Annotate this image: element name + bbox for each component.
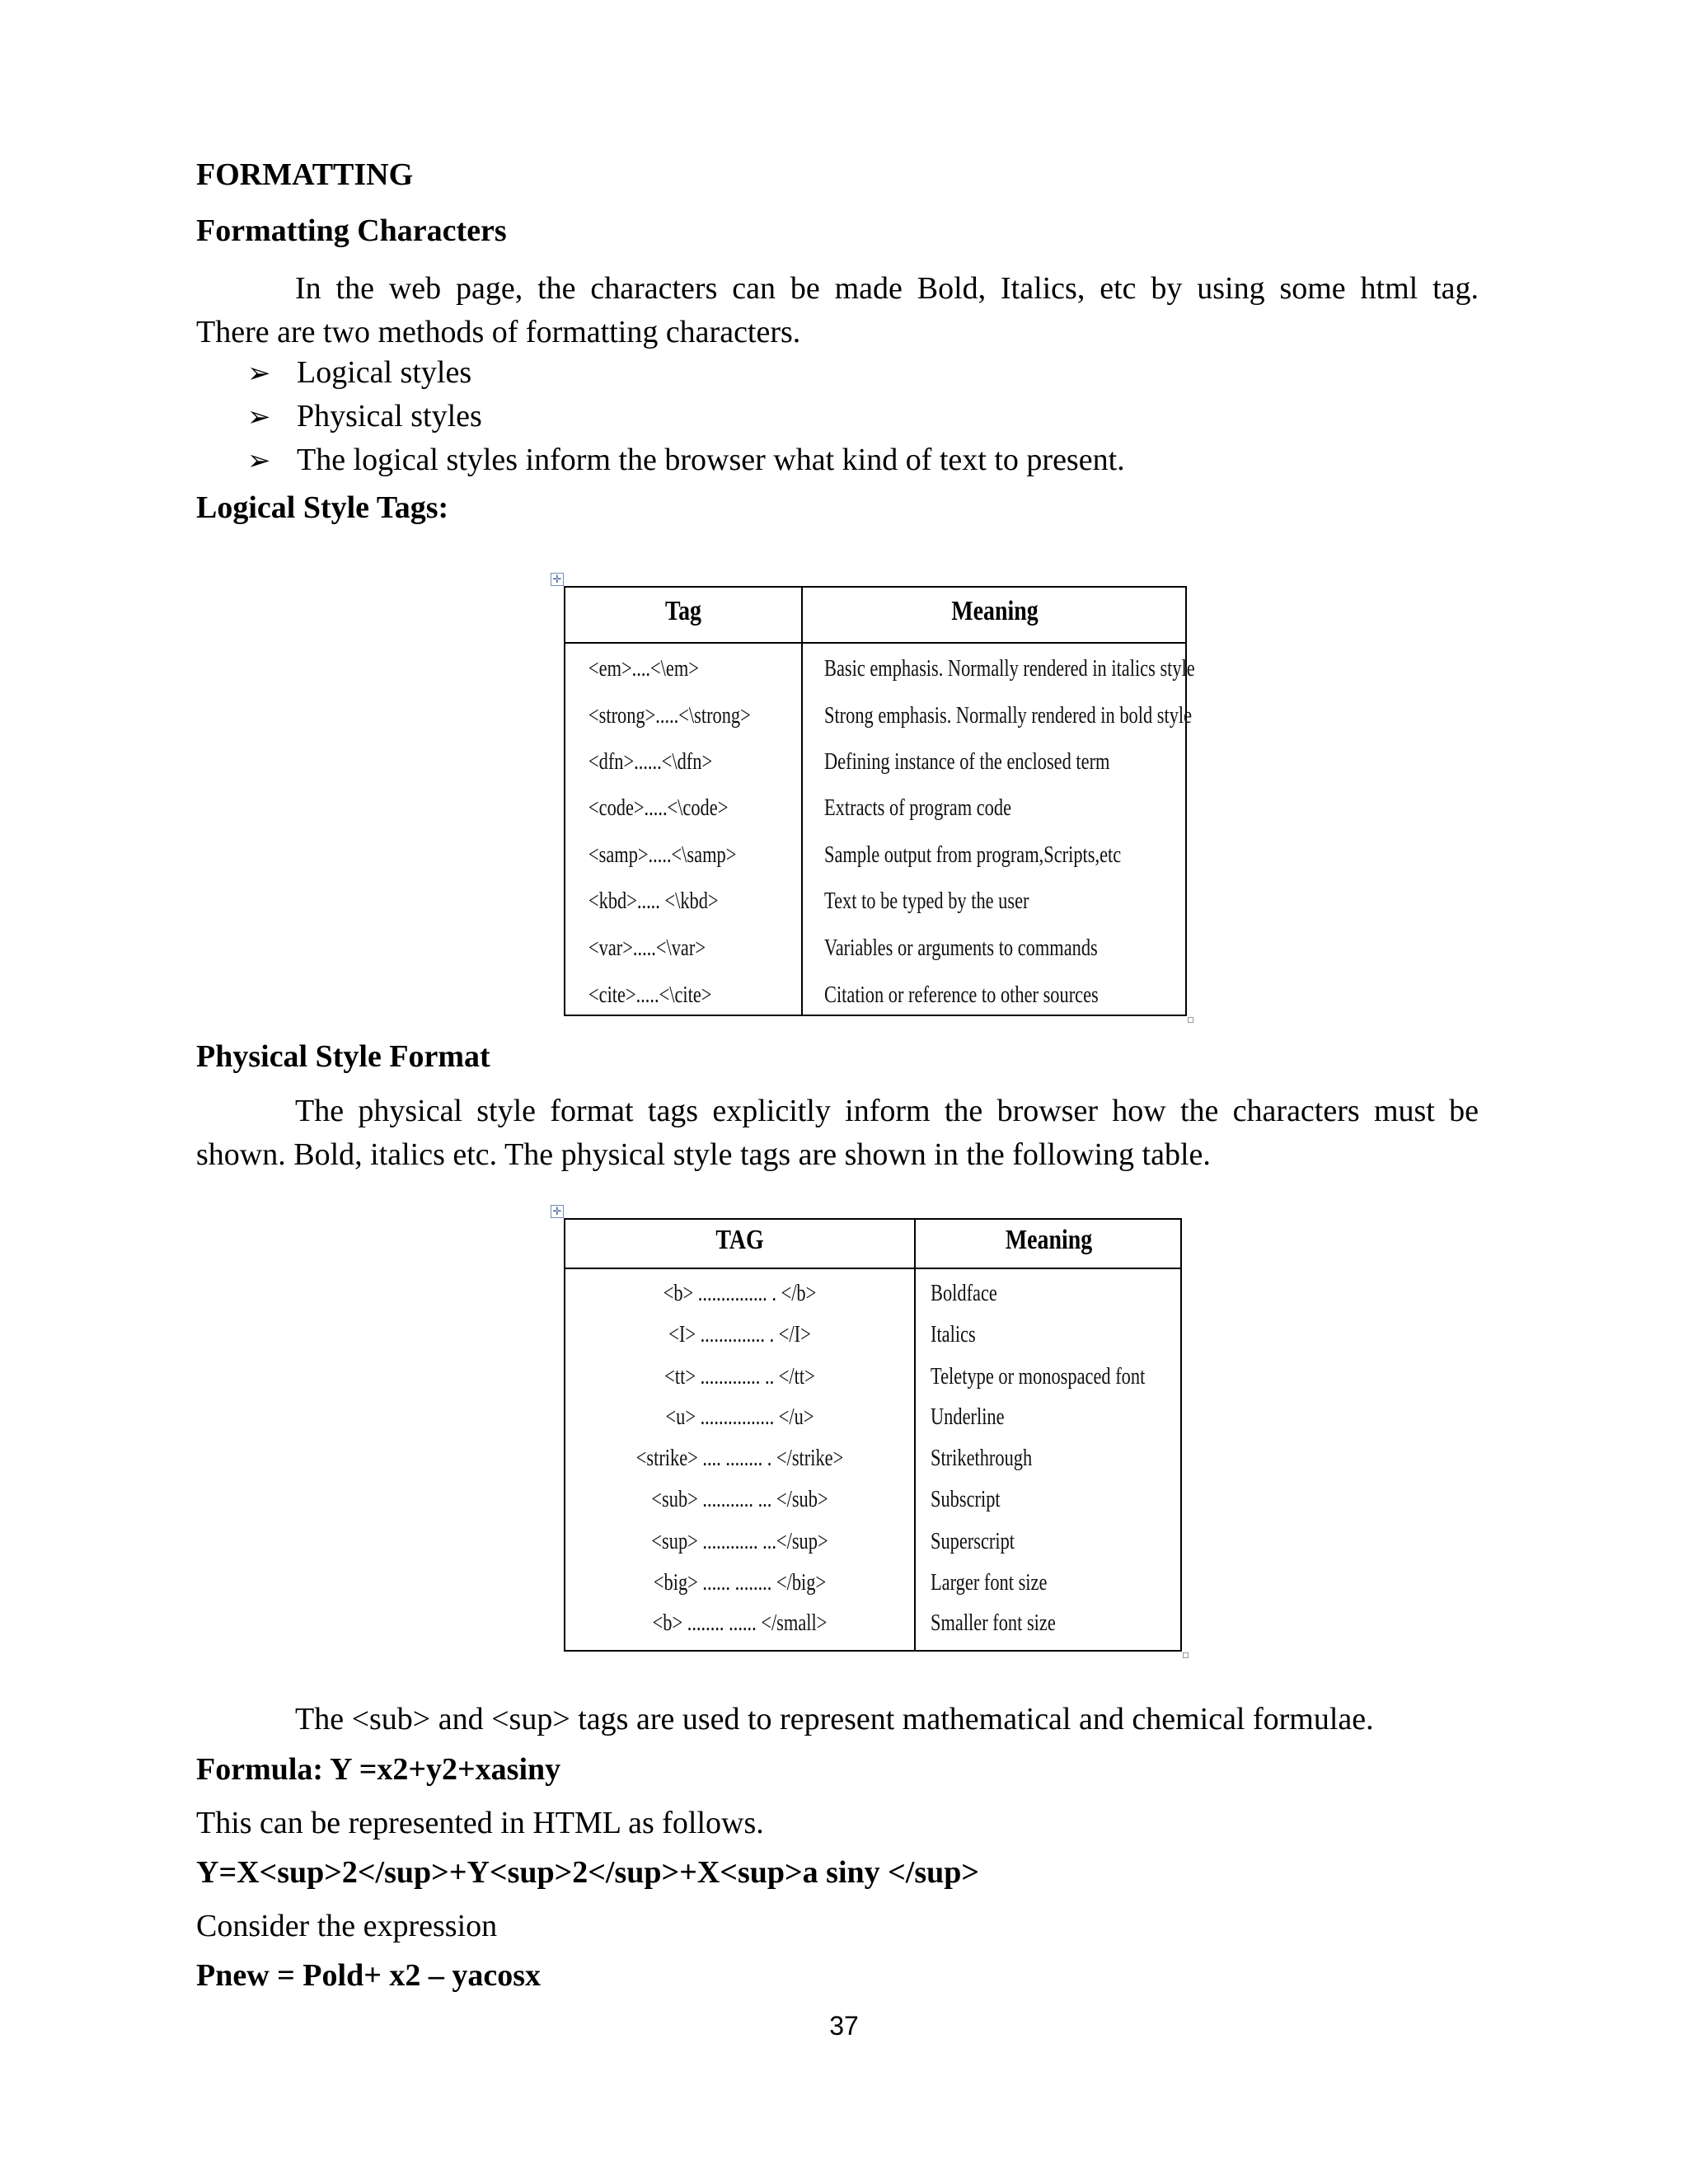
table-cell-tag: <strike> .... ........ . </strike> — [635, 1446, 844, 1471]
table-cell-tag: <big> ...... ........ </big> — [653, 1570, 827, 1596]
table-cell-tag: <var>.....<\var> — [588, 935, 706, 961]
table-cell-meaning: Italics — [931, 1322, 976, 1347]
table-cell-meaning: Sample output from program,Scripts,etc — [824, 842, 1122, 868]
bullet-text: Logical styles — [297, 355, 472, 390]
column-divider — [914, 1220, 916, 1650]
header-divider — [565, 642, 1185, 644]
table-move-handle-icon[interactable]: ✛ — [551, 573, 564, 586]
bullet-text: Physical styles — [297, 399, 482, 434]
table-cell-tag: <b> ............... . </b> — [663, 1281, 817, 1306]
arrowhead-bullet-icon: ➢ — [247, 401, 271, 434]
bullet-text: The logical styles inform the browser what kind of text to present. — [297, 443, 1125, 477]
table-cell-tag: <em>....<\em> — [588, 656, 699, 682]
table-cell-meaning: Text to be typed by the user — [824, 888, 1029, 914]
arrowhead-bullet-icon: ➢ — [247, 444, 271, 477]
logical-style-table — [564, 586, 1195, 1016]
table-cell-tag: <tt> ............. .. </tt> — [664, 1364, 815, 1390]
table-cell-tag: <sub> ........... ... </sub> — [651, 1487, 828, 1512]
table-cell-meaning: Strong emphasis. Normally rendered in bold style — [824, 703, 1193, 729]
table-cell-meaning: Citation or reference to other sources — [824, 982, 1099, 1008]
table-cell-tag: <b> ........ ...... </small> — [652, 1610, 828, 1636]
table-cell-meaning: Variables or arguments to commands — [824, 935, 1098, 961]
logical-heading: Logical Style Tags: — [196, 490, 449, 525]
consider-line: Consider the expression — [196, 1909, 498, 1943]
table-cell-meaning: Extracts of program code — [824, 795, 1012, 821]
table-cell-meaning: Teletype or monospaced font — [931, 1364, 1146, 1390]
intro-line-2: There are two methods of formatting characters. — [196, 315, 801, 349]
header-divider — [565, 1268, 1180, 1269]
pnew-formula: Pnew = Pold+ x2 – yacosx — [196, 1958, 542, 1993]
table-move-handle-icon[interactable]: ✛ — [551, 1205, 564, 1218]
sub-sup-paragraph: The <sub> and <sup> tags are used to represent mathematical and chemical formulae. — [295, 1702, 1374, 1736]
physical-line-1: The physical style format tags explicitly inform the browser how the characters must be — [295, 1094, 1479, 1128]
table-cell-meaning: Superscript — [931, 1529, 1015, 1554]
table-cell-meaning: Subscript — [931, 1487, 1001, 1512]
table-cell-tag: <kbd>..... <\kbd> — [588, 888, 719, 914]
table-cell-meaning: Strikethrough — [931, 1446, 1033, 1471]
table-resize-handle[interactable] — [1183, 1652, 1189, 1658]
table-cell-tag: <I> .............. . </I> — [668, 1322, 811, 1347]
table-cell-meaning: Underline — [931, 1404, 1005, 1430]
table-cell-tag: <code>.....<\code> — [588, 795, 729, 821]
page-number: 37 — [829, 2011, 859, 2041]
bullet-item — [247, 354, 471, 391]
formula-line: Formula: Y =x2+y2+xasiny — [196, 1752, 561, 1787]
section-heading: FORMATTING — [196, 157, 414, 192]
table-cell-tag: <cite>.....<\cite> — [588, 982, 712, 1008]
table-cell-tag: <strong>.....<\strong> — [588, 703, 751, 729]
subsection-heading: Formatting Characters — [196, 213, 507, 248]
table-cell-tag: <samp>.....<\samp> — [588, 842, 737, 868]
physical-paragraph — [196, 1090, 1479, 1177]
represent-line: This can be represented in HTML as follows. — [196, 1806, 764, 1840]
table-resize-handle[interactable] — [1188, 1017, 1193, 1023]
table-cell-meaning: Smaller font size — [931, 1610, 1056, 1636]
physical-line-2: shown. Bold, italics etc. The physical style tags are shown in the following table. — [196, 1137, 1211, 1172]
table-cell-tag: <u> ................ </u> — [665, 1404, 814, 1430]
html-formula: Y=X<sup>2</sup>+Y<sup>2</sup>+X<sup>a siny </sup> — [196, 1855, 980, 1890]
table-header-tag: TAG — [715, 1225, 764, 1255]
table-cell-meaning: Boldface — [931, 1281, 997, 1306]
intro-paragraph — [196, 267, 1479, 354]
table-cell-tag: <dfn>......<\dfn> — [588, 749, 713, 775]
table-header-meaning: Meaning — [1005, 1225, 1093, 1255]
table-cell-meaning: Basic emphasis. Normally rendered in italics style — [824, 656, 1195, 682]
table-cell-tag: <sup> ............ ...</sup> — [651, 1529, 828, 1554]
table-header-meaning: Meaning — [951, 596, 1039, 626]
bullet-item — [247, 442, 1125, 478]
table-header-tag: Tag — [665, 596, 701, 626]
table-cell-meaning: Larger font size — [931, 1570, 1048, 1596]
physical-heading: Physical Style Format — [196, 1039, 490, 1074]
arrowhead-bullet-icon: ➢ — [247, 357, 271, 390]
physical-style-table — [564, 1218, 1182, 1652]
bullet-item — [247, 398, 482, 434]
intro-line-1: In the web page, the characters can be made Bold, Italics, etc by using some html tag. — [295, 271, 1479, 306]
column-divider — [801, 588, 803, 1015]
table-cell-meaning: Defining instance of the enclosed term — [824, 749, 1110, 775]
